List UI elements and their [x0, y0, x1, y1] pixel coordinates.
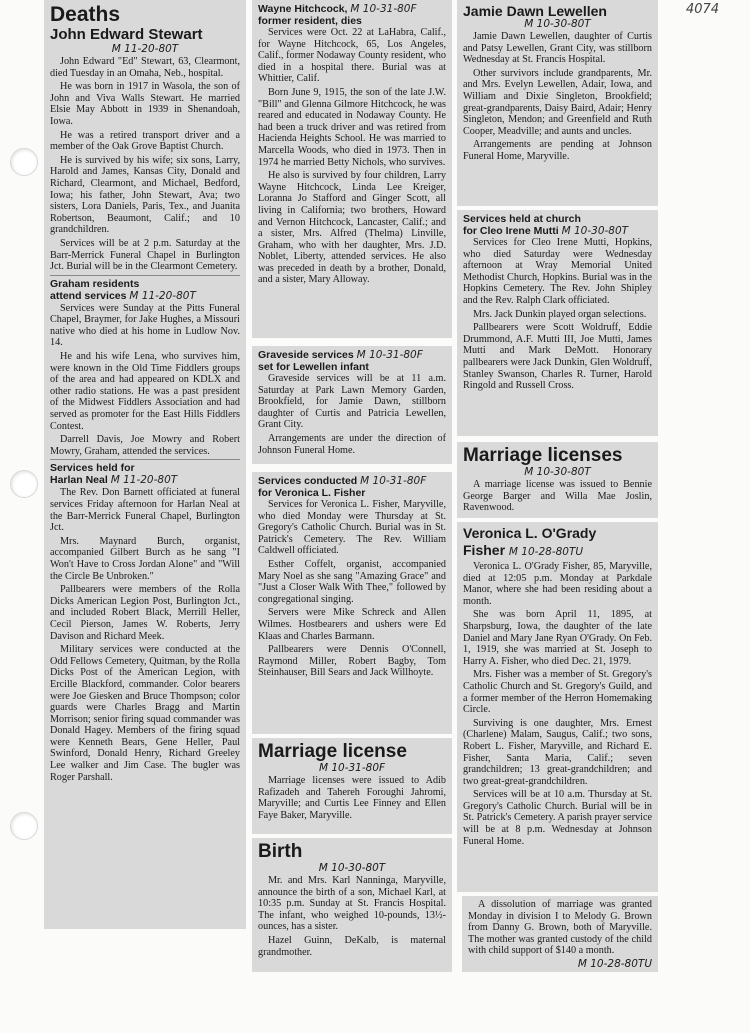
paragraph: Services will be at 10 a.m. Thursday at St. Gregory's Catholic Church. Burial will be in St. Patrick's Cemetery. A parish prayer service will be at 8 p.m. Wednesday at Johnson Funeral Home.	[463, 789, 652, 847]
paragraph: Servers were Mike Schreck and Allen Wilmes. Hostbearers and ushers were Ed Klaas and Charles Barmann.	[258, 607, 446, 642]
paragraph: He was born in 1917 in Wasola, the son of John and Viva Walls Stewart. He married Elsie May Abbott in 1939 in Shenandoah, Iowa.	[50, 81, 240, 127]
paragraph: Born June 9, 1915, the son of the late J.W. "Bill" and Glenna Gilmore Hitchcock, he was reared and educated in Nodaway County. He had been a truck driver and was retired from Hacienda Heights School. He was married to Marcella Woods, who died in 1973. Then in 1974 he married Betty Nichols, who survives.	[258, 86, 446, 168]
paragraph: Esther Coffelt, organist, accompanied Mary Noel as she sang "Amazing Grace" and "Just a Closer Walk With Thee," followed by congregational singing.	[258, 558, 446, 605]
lewellen-clipping	[457, 0, 658, 206]
handwritten-date: M 10-30-80T	[524, 18, 591, 30]
paragraph: John Edward "Ed" Stewart, 63, Clearmont, died Tuesday in an Omaha, Neb., hospital.	[50, 56, 240, 79]
paragraph: Graveside services will be at 11 a.m. Saturday at Park Lawn Memory Garden, Brookfield, for Jamie Dawn, stillborn daughter of Curtis and Patricia Lewellen, Grant City.	[258, 373, 446, 431]
paragraph: A dissolution of marriage was granted Monday in division I to Melody G. Brown from Danny G. Brown, both of Maryville. The mother was granted custody of the child with child support of $140 a month.	[468, 899, 652, 957]
headline: Graveside services M 10-31-80F set for Lewellen infant	[258, 349, 423, 373]
paragraph: The Rev. Don Barnett officiated at funeral services Friday afternoon for Harlan Neal at the Barr-Merrick Funeral Chapel, Burlington Jct.	[50, 487, 240, 534]
handwritten-date: M 10-28-80TU	[508, 546, 584, 558]
paragraph: Mrs. Fisher was a member of St. Gregory's Catholic Church and St. Gregory's Guild, and a former member of the Herron Homemaking Circle.	[463, 669, 652, 716]
paragraph: Services for Veronica L. Fisher, Maryville, who died Monday were Thursday at St. Gregory's Catholic Church. Burial was in St. Patrick's Cemetery. The Rev. William Caldwell officiated.	[258, 499, 446, 557]
headline: Services held at church for Cleo Irene Mutti M 10-30-80T	[463, 213, 629, 237]
headline: Services held for Harlan Neal M 11-20-80T	[50, 462, 178, 487]
paragraph: He was a retired transport driver and a member of the Oak Grove Baptist Church.	[50, 129, 240, 153]
binder-hole	[10, 812, 38, 840]
section-title: Deaths	[50, 3, 121, 26]
paragraph: He and his wife Lena, who survives him, were known in the Old Time Fiddlers groups of the area and had appeared on KDLX and other radio stations. He was a past president of the Midwest Fiddlers Association and had served as promoter for the East Hills Fiddlers Contest.	[50, 351, 240, 432]
handwritten-date: M 10-31-80F	[360, 475, 427, 487]
handwritten-date: M 10-30-80T	[318, 862, 386, 874]
dissolution-clipping	[462, 896, 658, 972]
divider	[50, 459, 240, 460]
paragraph: Veronica L. O'Grady Fisher, 85, Maryville, died at 12:05 p.m. Monday at Parkdale Manor, where she had been residing about a month.	[463, 561, 652, 607]
paragraph: Mr. and Mrs. Karl Nanninga, Maryville, announce the birth of a son, Michael Karl, at 10:35 p.m. Sunday at St. Francis Hospital. The infant, who weighed 10-pounds, 13½-ounces, has a sister.	[258, 875, 446, 933]
handwritten-date: M 10-30-80T	[524, 466, 591, 478]
handwritten-date: M 10-31-80F	[318, 762, 386, 774]
paragraph: Marriage licenses were issued to Adib Rafizadeh and Tahereh Foroughi Jahromi, Maryville; and Curtis Lee Finney and Ellen Faye Baker, Maryville.	[258, 775, 446, 821]
paragraph: She was born April 11, 1895, at Sharpsburg, Iowa, the daughter of the late Daniel and Mary Jane Ryan O'Grady. On Feb. 1, 1919, she was married at St. Joseph to Harry A. Fisher, who died Dec. 21, 1979.	[463, 609, 652, 667]
handwritten-date: M 10-30-80T	[561, 225, 629, 237]
binder-hole	[10, 148, 38, 176]
headline: Marriage licenses	[463, 445, 623, 466]
headline: John Edward Stewart	[50, 26, 203, 43]
mutti-clipping	[457, 210, 658, 436]
fisher-services-clipping	[252, 472, 452, 734]
hitchcock-clipping	[252, 0, 452, 338]
headline: Veronica L. O'Grady Fisher M 10-28-80TU	[463, 525, 597, 558]
divider	[50, 275, 240, 276]
paragraph: He is survived by his wife; six sons, Larry, Harold and James, Kansas City, Donald and Richard, Clearmont, and Michael, Bedford, Iowa; his father, John Stewart, Ava; two sisters, Lora Daniels, Paris, Tex., and Juanita Robertson, Beaumont, Calif.; and 10 grandchildren.	[50, 154, 240, 236]
handwritten-date: M 11-20-80T	[111, 43, 179, 55]
paragraph: Military services were conducted at the Odd Fellows Cemetery, Quitman, by the Rolla Dicks Post of the American Legion, with Ercille Blackford, commander. Color bearers were Joe Giesken and Bruce Thompson; color guards were Charles Bragg and Martin Morrison; senior firing squad commander was Donald Hagey. Members of the firing squad were Kenneth Bears, Gene Heller, Paul Swinford, Donald Henry, Richard Greeley Lee walker and Jim Case. The bugler was Roger Parshall.	[50, 644, 240, 783]
headline: Marriage license	[258, 741, 407, 762]
paragraph: He also is survived by four children, Larry Wayne Hitchcock, Linda Lee Kreiger, Loranna Jo Stafford and Ginger Scott, all living in California; two brothers, Howard and Vernon Hitchcock, Lancaster, Calif.; and a sister, Mrs. Alfred (Thelma) Linville, Graham, who with her daughter, Mrs. J.D. Noblet, Liberty, attended services. He also was preceded in death by a brother, Donald, and a sister, Mary Alloway.	[258, 170, 446, 286]
headline: Services conducted M 10-31-80F for Veronica L. Fisher	[258, 475, 427, 499]
paragraph: Arrangements are under the direction of Johnson Funeral Home.	[258, 432, 446, 456]
handwritten-date: M 10-31-80F	[350, 3, 417, 15]
paragraph: Surviving is one daughter, Mrs. Ernest (Charlene) Malam, Saugus, Calif.; two sons, Robert L. Fisher, Maryville, and Richard E. Fisher, Santa Maria, Calif.; seven grandchildren; 13 great-grandchildren; and two great-great-grandchildren.	[463, 717, 652, 787]
paragraph: Pallbearers were Scott Woldruff, Eddie Drummond, A.F. Mutti III, Joe Mutti, James Mutti and Mark DeMott. Honorary pallbearers were Jack Dunkin, Glen Woldruff, Stanley Swanson, Charles R. Turner, Harold Ringold and Russell Cross.	[463, 322, 652, 392]
binder-hole	[10, 470, 38, 498]
paragraph: Other survivors include grandparents, Mr. and Mrs. Evelyn Lewellen, Adair, Iowa, and William and Dixie Singleton, Brookfield; great-grandparents, Daisy Baird, Adair; Henry Singleton, Mendon; and Greenfield and Ruth Cooper, Meadville; and aunts and uncles.	[463, 67, 652, 137]
headline: Graham residents attend services M 11-20-80T	[50, 277, 196, 302]
handwritten-date: M 11-20-80T	[110, 474, 178, 487]
paragraph: Services for Cleo Irene Mutti, Hopkins, who died Saturday were Wednesday afternoon at Wray Memorial United Methodist Church, Hopkins. Burial was in the Hopkins Cemetery. The Rev. John Shipley and the Rev. Ralph Clark officiated.	[463, 237, 652, 306]
paragraph: Darrell Davis, Joe Mowry and Robert Mowry, Graham, attended the services.	[50, 434, 240, 457]
marriage-licenses-clipping	[457, 442, 658, 518]
birth-clipping	[252, 838, 452, 972]
paragraph: Mrs. Maynard Burch, organist, accompanied Gilbert Burch as he sang "I Won't Have to Cross Jordan Alone" and "Will the Circle Be Unbroken."	[50, 535, 240, 582]
paragraph: A marriage license was issued to Bennie George Barger and Willa Mae Joslin, Ravenwood.	[463, 479, 652, 514]
paragraph: Arrangements are pending at Johnson Funeral Home, Maryville.	[463, 139, 652, 162]
handwritten-date: M 11-20-80T	[129, 289, 196, 302]
paragraph: Pallbearers were members of the Rolla Dicks American Legion Post, Burlington Jct., and included Robert Black, Merrill Heller, Cecil Pierson, James W. Roberts, Jerry Davison and Richard Meek.	[50, 584, 240, 642]
paragraph: Jamie Dawn Lewellen, daughter of Curtis and Patsy Lewellen, Grant City, was stillborn Wednesday at St. Francis Hospital.	[463, 31, 652, 66]
graveside-clipping	[252, 346, 452, 464]
deaths-clipping	[44, 0, 246, 929]
handwritten-date: M 10-28-80TU	[577, 957, 652, 970]
marriage-license-clipping	[252, 738, 452, 834]
headline: Birth	[258, 841, 303, 862]
headline: Jamie Dawn Lewellen	[463, 3, 607, 19]
page-number: 4074	[686, 2, 720, 17]
handwritten-date: M 10-31-80F	[356, 349, 423, 361]
paragraph: Mrs. Jack Dunkin played organ selections.	[473, 308, 647, 320]
paragraph: Pallbearers were Dennis O'Connell, Raymond Miller, Robert Bagby, Tom Steinhauser, Bill Sears and Jack Willhoyte.	[258, 644, 446, 679]
ogrady-clipping	[457, 522, 658, 892]
headline: Wayne Hitchcock, M 10-31-80F former resident, dies	[258, 3, 417, 27]
paragraph: Hazel Guinn, DeKalb, is maternal grandmother.	[258, 934, 446, 958]
paragraph: Services will be at 2 p.m. Saturday at the Barr-Merrick Funeral Chapel in Burlington Jct. Burial will be in the Clearmont Cemetery.	[50, 237, 240, 273]
paragraph: Services were Oct. 22 at LaHabra, Calif., for Wayne Hitchcock, 65, Los Angeles, Calif., former Nodaway County resident, who died in a hospital there. Burial was at Whittier, Calif.	[258, 27, 446, 85]
paragraph: Services were Sunday at the Pitts Funeral Chapel, Braymer, for Jake Hughes, a Missouri native who died at his home in Ludlow Nov. 14.	[50, 302, 240, 349]
